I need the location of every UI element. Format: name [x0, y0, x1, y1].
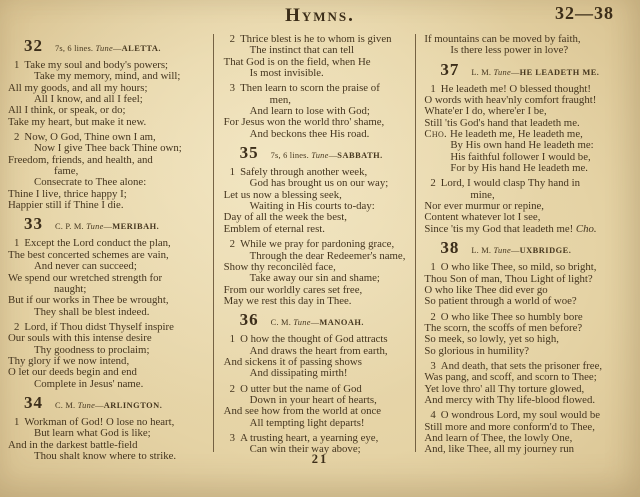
hymn-line: 1 Workman of God! O lose no heart, — [14, 415, 175, 428]
hymn-line: Down in your heart of hearts, — [249, 393, 377, 406]
hymn-line: 2 O utter but the name of God — [229, 382, 362, 395]
hymn-meta: L. M. Tune—UXBRIDGE. — [471, 246, 572, 256]
hymn-line: The best concerted schemes are vain, — [8, 248, 169, 261]
hymn-line: We spend our wretched strength for — [8, 271, 163, 284]
verse-number: 2 — [430, 310, 436, 323]
hymn-line: Emblem of eternal rest. — [223, 222, 326, 235]
hymn-meter: 7s, 6 lines. — [55, 44, 96, 53]
hymn-line: 3 Then learn to scorn the praise of — [229, 82, 380, 95]
hymn-line: Take my heart, but make it new. — [8, 115, 147, 128]
hymn-line: Day of all the week the best, — [223, 211, 347, 224]
hymn-meta: C. M. Tune—MANOAH. — [270, 318, 365, 328]
hymn-line: Thou Son of man, Thou Light of light? — [424, 272, 593, 285]
hymn-line: Still more and more conform'd to Thee, — [424, 420, 595, 433]
hymn-line: And learn to lose with God; — [249, 105, 370, 118]
hymn-line: And sickens it of passing shows — [223, 355, 362, 368]
verse-number: 4 — [430, 409, 436, 422]
hymn-line: Let us now a blessing seek, — [223, 188, 342, 201]
page-number: 21 — [311, 452, 329, 466]
hymn-header — [424, 61, 640, 81]
hymn-line: 3 A trusting heart, a yearning eye, — [229, 431, 379, 444]
tune-name: HE LEADETH ME. — [519, 67, 600, 77]
page-title: Hymns. — [285, 5, 355, 26]
hymn-verse — [424, 178, 640, 235]
tune-label: Tune — [95, 44, 114, 53]
verse-number: 1 — [14, 237, 20, 250]
hymn-line: And mercy with Thy life-blood flowed. — [424, 393, 596, 406]
hymn-verse — [224, 384, 416, 429]
hymn-line: O who like Thee did ever go — [424, 283, 548, 296]
hymn-verse — [424, 361, 640, 406]
verse-number: 1 — [229, 333, 236, 346]
hymn-line: They shall be blest indeed. — [34, 305, 150, 318]
hymn-line: Happier still if Thine I die. — [8, 199, 124, 212]
hymn-line: 2 Thrice blest is he to whom is given — [229, 33, 392, 45]
tune-name: UXBRIDGE. — [519, 246, 572, 256]
hymn-line: And, like Thee, all my journey run — [424, 443, 575, 456]
hymn-verse — [424, 410, 640, 455]
hymn-line: If mountains can be moved by faith, — [424, 33, 581, 45]
hymn-number: 35 — [239, 143, 259, 163]
verse-number: 3 — [229, 82, 236, 95]
verse-number: 3 — [229, 431, 236, 444]
hymn-columns — [0, 34, 640, 466]
hymn-header — [424, 239, 640, 259]
hymn-meta: L. M. Tune—HE LEADETH ME. — [471, 67, 600, 77]
hymn-header — [8, 394, 213, 414]
hymn-line: That God is on the field, when He — [223, 55, 371, 68]
hymn-line: And never can succeed; — [34, 260, 137, 273]
hymn-line: Show thy reconcilèd face, — [223, 260, 336, 273]
hymn-line: So patient through a world of woe? — [424, 295, 577, 308]
tune-label: Tune — [86, 222, 104, 232]
hymn-verse — [224, 83, 416, 140]
hymn-line: Now I give Thee back Thine own; — [34, 142, 182, 155]
page-range: 32—38 — [555, 3, 614, 23]
verse-number: 1 — [14, 415, 20, 428]
verse-number: 2 — [229, 33, 236, 45]
hymn-line: Cho. He leadeth me, He leadeth me, — [424, 128, 583, 141]
hymn-column-3 — [416, 34, 640, 460]
hymn-line: 1 Except the Lord conduct the plan, — [14, 237, 171, 250]
hymn-header — [8, 37, 213, 57]
hymn-meta: 7s, 6 lines. Tune—SABBATH. — [270, 151, 383, 161]
hymn-line: Was pang, and scoff, and scorn to Thee; — [424, 371, 597, 384]
tune-label: Tune — [293, 318, 311, 328]
hymn-verse — [8, 132, 213, 211]
hymn-line: 1 Safely through another week, — [229, 166, 368, 179]
verse-number: 1 — [14, 59, 20, 71]
tune-label: Tune — [311, 151, 329, 161]
hymn-line: 2 Now, O God, Thine own I am, — [14, 131, 156, 144]
hymn-meta: C. P. M. Tune—MERIBAH. — [55, 222, 160, 232]
hymn-line: Consecrate to Thee alone: — [34, 176, 147, 189]
verse-number: 2 — [229, 382, 236, 395]
hymn-meter: 7s, 6 lines. — [270, 151, 312, 161]
hymn-verse — [224, 34, 416, 79]
hymn-line: God has brought us on our way; — [249, 177, 389, 190]
hymn-meter: C. P. M. — [55, 222, 87, 232]
hymn-line: And learn of Thee, the lowly One, — [424, 431, 573, 444]
hymn-line: The instinct that can tell — [249, 44, 355, 57]
hymn-line: For by His hand He leadeth me. — [450, 162, 588, 175]
hymn-line: All I know, and all I feel; — [34, 93, 143, 106]
tune-label: Tune — [493, 67, 511, 77]
hymn-line: Waiting in His courts to-day: — [249, 200, 375, 213]
hymn-line: 4 O wondrous Lord, my soul would be — [430, 409, 601, 422]
hymn-line: Yet love thro' all Thy torture glowed, — [424, 382, 585, 395]
hymn-number: 32 — [24, 36, 43, 55]
hymn-meter: L. M. — [471, 246, 494, 256]
hymn-line: Can win their way above; — [249, 443, 361, 456]
hymn-header — [8, 215, 213, 235]
hymn-line: Thy goodness to proclaim; — [34, 343, 150, 356]
hymn-line: 1 He leadeth me! O blessed thought! — [430, 82, 591, 95]
hymn-line: Take away our sin and shame; — [249, 272, 380, 285]
hymn-line: naught; — [54, 282, 87, 295]
hymn-line: Still 'tis God's hand that leadeth me. — [424, 116, 580, 129]
verse-number: 2 — [430, 177, 436, 190]
hymn-line: 1 O who like Thee, so mild, so bright, — [430, 261, 597, 274]
hymn-line: 1 O how the thought of God attracts — [229, 333, 388, 346]
hymn-meter: L. M. — [471, 67, 494, 77]
hymn-line: The scorn, the scoffs of men before? — [424, 321, 583, 334]
hymn-verse — [424, 34, 640, 57]
hymn-line: So glorious in humility? — [424, 344, 530, 357]
hymn-verse — [424, 84, 640, 175]
hymn-line: From our worldly cares set free, — [223, 283, 363, 296]
hymn-line: Freedom, friends, and health, and — [8, 153, 153, 166]
hymn-line: So meek, so lowly, yet so high, — [424, 333, 559, 346]
hymn-line: Through the dear Redeemer's name, — [249, 249, 406, 262]
tune-name: ALETTA. — [121, 44, 162, 53]
hymn-line: Complete in Jesus' name. — [34, 377, 144, 390]
hymn-header — [224, 311, 416, 331]
hymn-verse — [424, 312, 640, 357]
hymn-line: 2 Lord, if Thou didst Thyself inspire — [14, 320, 174, 333]
hymn-verse — [224, 334, 416, 379]
verse-number: 1 — [430, 82, 436, 95]
hymn-line: But learn what God is like; — [34, 427, 151, 440]
hymn-line: May we rest this day in Thee. — [223, 294, 352, 307]
hymn-line: And draws the heart from earth, — [249, 344, 388, 357]
hymn-line: All my goods, and all my hours; — [8, 81, 148, 94]
tune-name: ARLINGTON. — [103, 400, 163, 410]
hymn-line: All I think, or speak, or do; — [8, 104, 126, 117]
tune-label: Tune — [493, 246, 511, 256]
verse-number: 3 — [430, 359, 436, 372]
hymn-number: 37 — [440, 59, 460, 79]
hymn-line: 2 O who like Thee so humbly bore — [430, 310, 583, 323]
hymn-line: For Jesus won the world thro' shame, — [223, 116, 385, 129]
hymn-number: 33 — [24, 214, 43, 234]
tune-name: MANOAH. — [319, 318, 365, 328]
hymn-line: His faithful follower I would be, — [450, 150, 591, 163]
hymn-line: Since 'tis my God that leadeth me! Cho. — [424, 222, 597, 235]
hymn-number: 34 — [24, 392, 43, 412]
chorus-ref: Cho. — [573, 222, 597, 235]
hymn-meter: C. M. — [270, 318, 294, 328]
hymn-header — [224, 144, 416, 164]
hymn-line: O words with heav'nly comfort fraught! — [424, 94, 597, 107]
hymn-line: men, — [269, 93, 291, 106]
hymn-line: Our souls with this intense desire — [8, 332, 152, 345]
hymn-line: Thou shalt know where to strike. — [34, 449, 177, 462]
hymn-meta: 7s, 6 lines. Tune—ALETTA. — [55, 44, 162, 53]
hymn-line: 1 Take my soul and body's powers; — [14, 59, 169, 71]
hymn-meter: C. M. — [55, 400, 78, 410]
verse-number: 2 — [14, 320, 20, 333]
verse-number: 2 — [14, 131, 20, 144]
hymn-line: Thine I live, thrice happy I; — [8, 187, 127, 200]
hymn-line: All tempting light departs! — [249, 416, 365, 429]
hymn-line: 2 While we pray for pardoning grace, — [229, 238, 395, 251]
hymn-line: And in the darkest battle-field — [8, 438, 138, 451]
hymn-line: By His own hand He leadeth me: — [450, 139, 594, 152]
hymn-line: And beckons thee His road. — [249, 127, 370, 140]
verse-number: 1 — [430, 261, 436, 274]
hymn-verse — [8, 322, 213, 390]
hymn-line: And see how from the world at once — [223, 405, 382, 418]
tune-name: SABBATH. — [337, 151, 383, 161]
hymn-line: 3 And death, that sets the prisoner free, — [430, 359, 603, 372]
hymn-meta: C. M. Tune—ARLINGTON. — [55, 400, 163, 410]
hymn-line: Take my memory, mind, and will; — [34, 70, 181, 83]
hymn-column-1 — [0, 34, 213, 466]
hymn-line: Whate'er I do, where'er I be, — [424, 105, 547, 118]
hymn-verse — [424, 262, 640, 307]
hymn-verse — [224, 239, 416, 307]
hymn-line: And dissipating mirth! — [249, 367, 348, 380]
hymn-verse — [8, 60, 213, 128]
hymn-line: Is there less power in love? — [450, 44, 569, 57]
hymn-verse — [224, 167, 416, 235]
hymn-line: mine, — [470, 188, 495, 201]
tune-label: Tune — [77, 400, 96, 410]
hymn-line: Nor ever murmur or repine, — [424, 200, 544, 213]
hymn-line: Content whatever lot I see, — [424, 211, 541, 224]
hymn-number: 36 — [239, 310, 259, 330]
hymn-line: Is most invisible. — [249, 67, 324, 80]
verse-number: 1 — [229, 166, 236, 179]
hymn-line: fame, — [54, 165, 79, 178]
hymn-line: Thy glory if we now intend, — [8, 354, 130, 367]
hymn-number: 38 — [440, 238, 460, 258]
hymn-line: But if our works in Thee be wrought, — [8, 294, 169, 307]
hymn-column-2 — [214, 34, 416, 460]
tune-name: MERIBAH. — [112, 222, 160, 232]
verse-number: 2 — [229, 238, 236, 251]
chorus-label: Cho. — [424, 128, 451, 141]
hymn-line: 2 Lord, I would clasp Thy hand in — [430, 177, 581, 190]
hymn-line: O let our deeds begin and end — [8, 366, 137, 379]
hymn-verse — [8, 238, 213, 317]
